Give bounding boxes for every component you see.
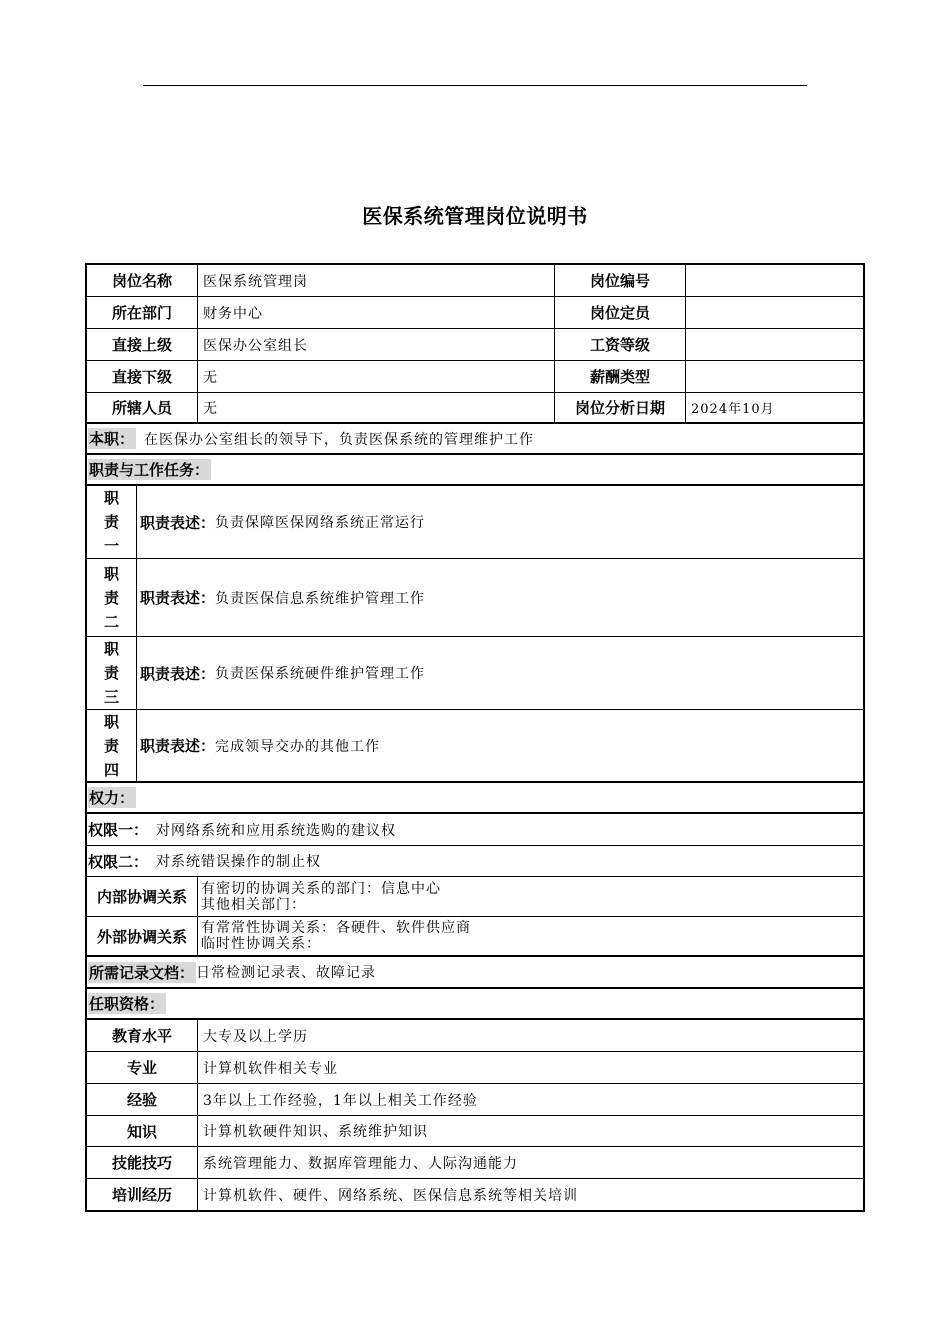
duty-number-char: 职 — [103, 640, 119, 658]
post-name-value: 医保系统管理岗 — [197, 265, 554, 296]
superior-label: 直接上级 — [111, 336, 172, 354]
qualification-row — [87, 1084, 863, 1116]
qualification-value: 计算机软硬件知识、系统维护知识 — [197, 1116, 863, 1146]
duty-number-char: 责 — [103, 513, 119, 531]
qualifications-heading-row — [87, 989, 863, 1020]
external-relations-label: 外部协调关系 — [96, 927, 187, 946]
qualification-value: 大专及以上学历 — [197, 1020, 863, 1051]
role-cell — [87, 424, 863, 453]
staff-value: 无 — [197, 393, 554, 422]
qualification-row — [87, 1147, 863, 1179]
authority-heading-cell — [87, 783, 863, 812]
internal-relations-line: 有密切的协调关系的部门：信息中心 — [201, 880, 441, 897]
analysis-date-value: 2024年10月 — [685, 393, 863, 422]
duty-row — [87, 486, 863, 559]
duty-row — [87, 710, 863, 783]
duty-number-char: 一 — [103, 537, 119, 555]
role-row — [87, 424, 863, 455]
qualification-label: 技能技巧 — [111, 1154, 172, 1172]
duty-desc-cell — [137, 637, 863, 709]
info-row-staff — [87, 393, 863, 424]
document-title: 医保系统管理岗位说明书 — [362, 204, 588, 228]
authority-cell — [87, 814, 863, 845]
duty-desc-label: 职责表述： — [140, 513, 216, 532]
department-label: 所在部门 — [111, 304, 172, 322]
duty-desc-label: 职责表述： — [140, 589, 216, 607]
duty-number-char: 职 — [103, 564, 119, 583]
records-text: 日常检测记录表、故障记录 — [196, 965, 377, 981]
post-no-value — [685, 265, 863, 296]
duty-number — [87, 559, 137, 636]
authority-row — [87, 814, 863, 846]
records-row — [87, 957, 863, 989]
post-name-label: 岗位名称 — [111, 272, 172, 290]
qualification-row — [87, 1020, 863, 1052]
qualification-value: 3年以上工作经验，1年以上相关工作经验 — [197, 1084, 863, 1115]
duty-desc-cell — [137, 559, 863, 636]
job-description-table — [85, 263, 865, 1212]
department-value: 财务中心 — [197, 297, 554, 328]
authority-row — [87, 846, 863, 877]
internal-relations-value — [197, 877, 863, 916]
subordinate-value: 无 — [197, 361, 554, 392]
authority-text: 对网络系统和应用系统选购的建议权 — [156, 822, 397, 839]
post-no-label: 岗位编号 — [554, 265, 685, 296]
external-relations-row — [87, 917, 863, 957]
qualification-label: 知识 — [126, 1122, 157, 1141]
header-rule — [143, 85, 807, 86]
records-label: 所需记录文档： — [89, 963, 195, 982]
authority-heading: 权力： — [89, 789, 135, 807]
salary-grade-value — [685, 329, 863, 360]
qualification-label: 经验 — [126, 1091, 157, 1109]
duty-row — [87, 637, 863, 710]
superior-value: 医保办公室组长 — [197, 329, 554, 360]
authority-heading-row — [87, 783, 863, 814]
staff-label: 所辖人员 — [111, 399, 172, 417]
authority-cell — [87, 846, 863, 876]
qualifications-heading: 任职资格： — [89, 995, 165, 1013]
qualification-row — [87, 1116, 863, 1147]
duty-row — [87, 559, 863, 637]
duty-number-char: 二 — [103, 612, 119, 631]
subordinate-label: 直接下级 — [111, 368, 172, 386]
authority-label: 权限二： — [88, 852, 149, 871]
duty-desc-cell — [137, 710, 863, 781]
duty-number-char: 责 — [103, 588, 119, 607]
duty-desc-label: 职责表述： — [140, 737, 216, 755]
internal-relations-label: 内部协调关系 — [96, 888, 187, 906]
duties-heading: 职责与工作任务： — [89, 461, 210, 479]
external-relations-line: 有常常性协调关系：各硬件、软件供应商 — [201, 920, 471, 936]
external-relations-value — [197, 917, 863, 955]
info-row-superior — [87, 329, 863, 361]
duties-heading-cell — [87, 455, 863, 484]
qualifications-heading-cell — [87, 989, 863, 1018]
qualification-value: 计算机软件相关专业 — [197, 1052, 863, 1083]
duty-desc-text: 负责医保信息系统维护管理工作 — [215, 590, 426, 607]
external-relations-line: 临时性协调关系： — [201, 936, 321, 952]
duty-desc-text: 负责医保系统硬件维护管理工作 — [215, 666, 426, 682]
duties-heading-row — [87, 455, 863, 486]
role-text: 在医保办公室组长的领导下，负责医保系统的管理维护工作 — [144, 431, 535, 448]
duty-number — [87, 486, 137, 558]
duty-number-char: 责 — [103, 736, 119, 755]
qualification-row — [87, 1179, 863, 1210]
info-row-subordinate — [87, 361, 863, 393]
qualification-label: 专业 — [126, 1059, 157, 1077]
qualification-row — [87, 1052, 863, 1084]
duty-number — [87, 710, 137, 781]
pay-type-label: 薪酬类型 — [554, 361, 685, 392]
qualification-value: 系统管理能力、数据库管理能力、人际沟通能力 — [197, 1147, 863, 1178]
duty-number-char: 职 — [103, 489, 119, 507]
headcount-value — [685, 297, 863, 328]
duty-desc-cell — [137, 486, 863, 558]
role-label: 本职： — [89, 430, 135, 448]
duty-number-char: 职 — [103, 712, 119, 731]
records-cell — [87, 957, 863, 987]
qualification-label: 培训经历 — [111, 1186, 172, 1204]
headcount-label: 岗位定员 — [554, 297, 685, 328]
pay-type-value — [685, 361, 863, 392]
duty-desc-text: 完成领导交办的其他工作 — [215, 738, 381, 755]
duty-number-char: 三 — [103, 688, 119, 706]
salary-grade-label: 工资等级 — [554, 329, 685, 360]
qualification-value: 计算机软件、硬件、网络系统、医保信息系统等相关培训 — [197, 1179, 863, 1210]
qualification-label: 教育水平 — [111, 1027, 172, 1045]
analysis-date-label: 岗位分析日期 — [554, 393, 685, 422]
authority-text: 对系统错误操作的制止权 — [156, 854, 322, 870]
internal-relations-row — [87, 877, 863, 917]
duty-desc-label: 职责表述： — [140, 664, 216, 683]
info-row-department — [87, 297, 863, 329]
info-row-post-name — [87, 265, 863, 297]
duty-number-char: 四 — [103, 760, 119, 779]
duty-number-char: 责 — [103, 664, 119, 682]
authority-label: 权限一： — [88, 821, 149, 839]
internal-relations-line: 其他相关部门： — [201, 896, 306, 913]
duty-desc-text: 负责保障医保网络系统正常运行 — [215, 515, 426, 531]
duty-number — [87, 637, 137, 709]
